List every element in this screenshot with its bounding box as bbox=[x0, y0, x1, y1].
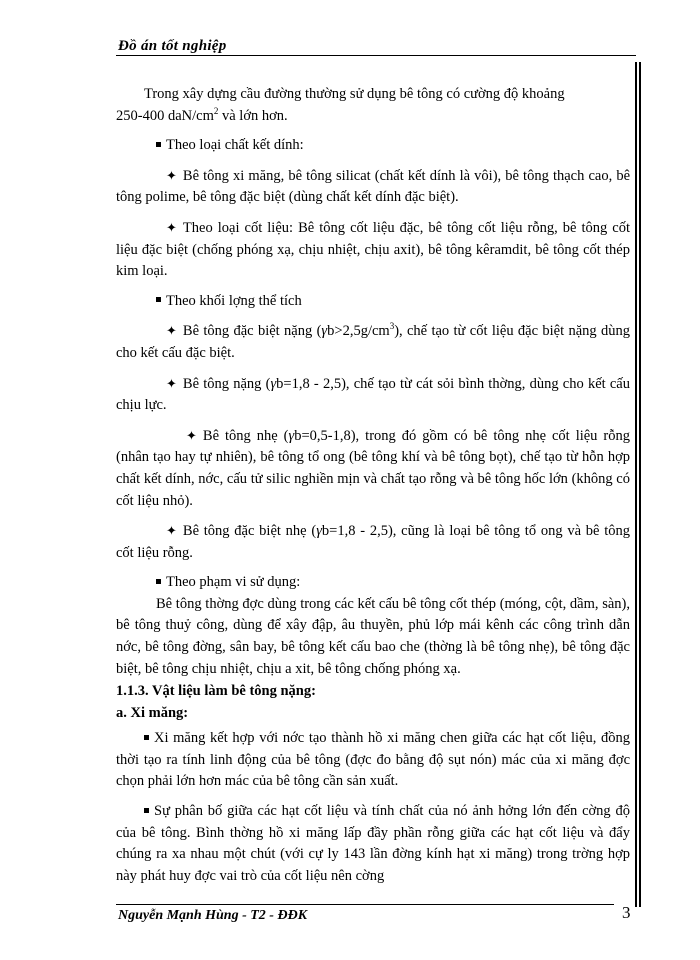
item-text: Bê tông đặc biệt nhẹ ( bbox=[182, 523, 317, 540]
usage-text: Bê tông thờng đợc dùng trong các kết cấu bê tông cốt thép (móng, cột, dầm, sàn), bê tông thuỷ công, dùng để xây đập, âu thuyền, phủ lớp mái kênh các công trình dẫn nớc, bê tông đờng, sân bay, bê tông kết cấu bao che (thờng là bê tông nhẹ), bê tông đặc biệt, bê tông chịu nhiệt, chịu a xit, bê tông chống phóng xạ. bbox=[116, 595, 630, 677]
gamma-symbol: γ bbox=[270, 375, 277, 392]
superscript: 2 bbox=[213, 105, 219, 116]
density-heading bbox=[116, 291, 630, 313]
cement-paragraph-1 bbox=[116, 728, 630, 793]
usage-heading-text: Theo phạm vi sử dụng: bbox=[166, 574, 301, 591]
four-point-star-icon: ✦ bbox=[186, 427, 197, 443]
binder-heading bbox=[116, 135, 630, 157]
gamma-symbol: γ bbox=[321, 323, 328, 340]
square-bullet-icon bbox=[156, 297, 161, 302]
intro-text-end: và lớn hơn. bbox=[218, 107, 288, 124]
superscript: 3 bbox=[389, 321, 395, 332]
four-point-star-icon: ✦ bbox=[166, 323, 177, 339]
section-heading: 1.1.3. Vật liệu làm bê tông nặng: bbox=[116, 683, 316, 700]
binder-item-text: Bê tông xi măng, bê tông silicat (chất kết dính là vôi), bê tông thạch cao, bê tông polime, bê tông đặc biệt (dùng chất kết dính đặc biệt). bbox=[116, 167, 630, 206]
usage-heading bbox=[116, 572, 630, 594]
density-item bbox=[116, 520, 630, 564]
square-bullet-icon bbox=[156, 579, 161, 584]
page-number: 3 bbox=[622, 903, 631, 922]
item-text: Bê tông nhẹ ( bbox=[202, 427, 289, 444]
cement-text: Sự phân bố giữa các hạt cốt liệu và tính chất của nó ảnh hởng lớn đến cờng độ của bê tông. Bình thờng hồ xi măng lấp đầy phần rỗng giữa các hạt cốt liệu và đẩy chúng ra xa nhau một chút (với cự ly 143 lần đờng kính hạt xi măng) trong trờng hợp này phát huy đợc vai trò của cốt liệu nên cờng bbox=[116, 803, 630, 884]
gamma-symbol: γ bbox=[316, 523, 322, 540]
page-content bbox=[116, 84, 630, 887]
binder-item bbox=[116, 165, 630, 209]
cement-text: Xi măng kết hợp với nớc tạo thành hồ xi măng chen giữa các hạt cốt liệu, đồng thời tạo ra tính linh động của bê tông (đợc đo bằng độ sụt nón) mác của xi măng đợc chọn phải lớn hơn mác của bê tông cần sản xuất. bbox=[116, 730, 630, 790]
density-item bbox=[116, 320, 630, 364]
item-text: b=1,8 - 2,5), cũng là loại bê tông tổ ong và bê tông cốt liệu rỗng. bbox=[116, 523, 630, 561]
density-heading-text: Theo khối lợng thể tích bbox=[166, 292, 302, 309]
aggregate-item bbox=[116, 217, 630, 283]
density-item bbox=[116, 373, 630, 417]
aggregate-item-text: Theo loại cốt liệu: Bê tông cốt liệu đặc, bê tông cốt liệu rỗng, bê tông cốt liệu đặc biệt (chống phóng xạ, chịu nhiệt, chịu axit), bê tông kêramdit, bê tông cốt thép kim loại. bbox=[116, 219, 630, 280]
item-text: b>2,5g/cm bbox=[327, 323, 390, 340]
four-point-star-icon: ✦ bbox=[166, 219, 177, 235]
intro-line-1: Trong xây dựng cầu đường thường sử dụng bê tông có cường độ khoảng bbox=[144, 86, 565, 102]
gamma-symbol: γ bbox=[288, 427, 295, 444]
item-text: b=1,8 - 2,5), chế tạo từ cát sỏi bình thờng, dùng cho kết cấu chịu lực. bbox=[116, 375, 630, 414]
binder-heading-text: Theo loại chất kết dính: bbox=[166, 137, 304, 154]
square-bullet-icon bbox=[144, 808, 149, 813]
four-point-star-icon: ✦ bbox=[166, 167, 177, 183]
intro-text: 250-400 daN/cm bbox=[116, 107, 214, 124]
item-text: ), chế tạo từ cốt liệu đặc biệt nặng dùng cho kết cấu đặc biệt. bbox=[116, 323, 631, 361]
square-bullet-icon bbox=[144, 735, 149, 740]
four-point-star-icon: ✦ bbox=[166, 375, 177, 391]
page-border-right bbox=[635, 62, 641, 907]
item-text: Bê tông nặng ( bbox=[182, 375, 271, 392]
header-rule bbox=[116, 55, 636, 56]
density-item bbox=[116, 425, 630, 512]
header-title: Đồ án tốt nghiệp bbox=[118, 38, 227, 54]
four-point-star-icon: ✦ bbox=[166, 523, 177, 539]
sub-heading: a. Xi măng: bbox=[116, 705, 189, 722]
intro-line-2 bbox=[116, 106, 630, 128]
footer-author: Nguyễn Mạnh Hùng - T2 - ĐĐK bbox=[118, 908, 308, 923]
square-bullet-icon bbox=[156, 142, 161, 147]
item-text: b=0,5-1,8), trong đó gồm có bê tông nhẹ cốt liệu rỗng (nhân tạo hay tự nhiên), bê tông tổ ong (bê tông khí và bê tông bọt), chế tạo từ hỗn hợp chất kết dính, nớc, cấu tử silic nghiền mịn và chất tạo rỗng và bê tông hốc lớn (không có cốt liệu nhỏ). bbox=[116, 427, 630, 509]
footer-rule bbox=[116, 904, 614, 905]
cement-paragraph-2 bbox=[116, 801, 630, 887]
item-text: Bê tông đặc biệt nặng ( bbox=[182, 323, 322, 340]
